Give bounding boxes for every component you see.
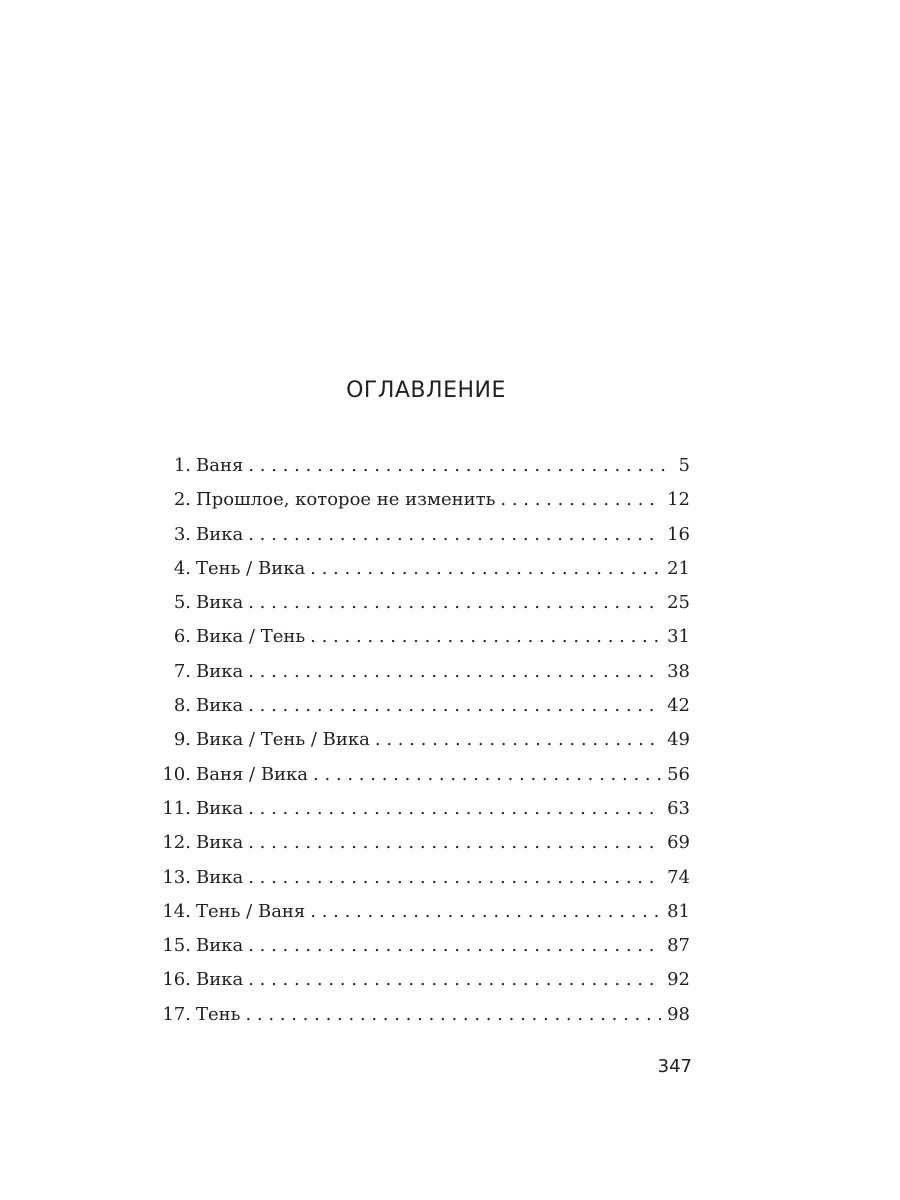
toc-entry-title: Тень / Вика bbox=[196, 557, 306, 579]
toc-entry-page: 31 bbox=[667, 626, 690, 648]
toc-entry-number: 16. bbox=[162, 969, 191, 991]
toc-entry bbox=[155, 558, 690, 592]
dot-leader bbox=[248, 969, 661, 990]
toc-entry-page: 25 bbox=[667, 592, 690, 614]
dot-leader bbox=[313, 764, 661, 785]
toc-entry-page: 69 bbox=[667, 832, 690, 854]
toc-entry-page: 21 bbox=[667, 557, 690, 579]
toc-entry-number: 8. bbox=[173, 695, 191, 717]
toc-entry-number: 9. bbox=[173, 729, 191, 751]
toc-entry-title: Вика bbox=[196, 695, 244, 717]
toc-entry-page: 87 bbox=[667, 935, 690, 957]
toc-entry-title: Вика bbox=[196, 832, 244, 854]
toc-entry bbox=[155, 592, 690, 626]
toc-entry-page: 98 bbox=[667, 1003, 690, 1025]
dot-leader bbox=[248, 524, 661, 545]
toc-entry bbox=[155, 695, 690, 729]
toc-entry bbox=[155, 489, 690, 523]
toc-entry-page: 16 bbox=[667, 523, 690, 545]
dot-leader bbox=[375, 729, 661, 750]
page-title: ОГЛАВЛЕНИЕ bbox=[346, 378, 506, 403]
toc-entry bbox=[155, 455, 690, 489]
toc-entry-title: Ваня / Вика bbox=[196, 763, 309, 785]
toc-entry-page: 12 bbox=[667, 489, 690, 511]
toc-entry-title: Вика bbox=[196, 969, 244, 991]
dot-leader bbox=[248, 867, 661, 888]
toc-entry bbox=[155, 832, 690, 866]
toc-entry bbox=[155, 626, 690, 660]
toc-entry bbox=[155, 935, 690, 969]
toc-entry bbox=[155, 764, 690, 798]
toc-entry bbox=[155, 867, 690, 901]
toc-entry-number: 3. bbox=[173, 523, 191, 545]
dot-leader bbox=[500, 489, 661, 510]
dot-leader bbox=[245, 1004, 661, 1025]
toc-entry-page: 81 bbox=[667, 900, 690, 922]
toc-entry-number: 13. bbox=[162, 866, 191, 888]
toc-entry bbox=[155, 524, 690, 558]
dot-leader bbox=[310, 626, 661, 647]
dot-leader bbox=[248, 695, 661, 716]
dot-leader bbox=[310, 558, 661, 579]
toc-entry-title: Вика bbox=[196, 592, 244, 614]
toc-entry-number: 7. bbox=[173, 660, 191, 682]
dot-leader bbox=[248, 455, 672, 476]
toc-entry-title: Вика bbox=[196, 797, 244, 819]
toc-entry-title: Вика bbox=[196, 660, 244, 682]
dot-leader bbox=[248, 832, 661, 853]
toc-entry-title: Вика / Тень / Вика bbox=[196, 729, 370, 751]
toc-entry bbox=[155, 901, 690, 935]
dot-leader bbox=[248, 798, 661, 819]
toc-entry-page: 92 bbox=[667, 969, 690, 991]
toc-entry-number: 10. bbox=[162, 763, 191, 785]
page-number: 347 bbox=[657, 1056, 692, 1077]
toc-entry-title: Тень bbox=[196, 1003, 241, 1025]
table-of-contents bbox=[155, 455, 690, 1038]
dot-leader bbox=[248, 661, 661, 682]
toc-entry-title: Вика bbox=[196, 523, 244, 545]
toc-entry-page: 5 bbox=[678, 455, 690, 476]
toc-entry-page: 63 bbox=[667, 797, 690, 819]
toc-entry-title: Вика bbox=[196, 866, 244, 888]
toc-entry-page: 38 bbox=[667, 660, 690, 682]
toc-entry bbox=[155, 661, 690, 695]
toc-entry-page: 49 bbox=[667, 729, 690, 751]
toc-entry bbox=[155, 729, 690, 763]
toc-entry-number: 14. bbox=[162, 900, 191, 922]
dot-leader bbox=[248, 935, 661, 956]
toc-entry-title: Тень / Ваня bbox=[196, 900, 306, 922]
toc-entry bbox=[155, 969, 690, 1003]
toc-entry-number: 11. bbox=[162, 797, 191, 819]
toc-entry bbox=[155, 1004, 690, 1038]
toc-entry-title: Вика / Тень bbox=[196, 626, 306, 648]
toc-entry-number: 6. bbox=[173, 626, 191, 648]
dot-leader bbox=[248, 592, 661, 613]
toc-entry-number: 2. bbox=[173, 489, 191, 511]
toc-entry-number: 5. bbox=[173, 592, 191, 614]
toc-entry-number: 12. bbox=[162, 832, 191, 854]
toc-entry-title: Прошлое, которое не изменить bbox=[196, 489, 496, 511]
toc-entry-title: Вика bbox=[196, 935, 244, 957]
dot-leader bbox=[310, 901, 661, 922]
toc-entry-number: 15. bbox=[162, 935, 191, 957]
toc-entry-page: 74 bbox=[667, 866, 690, 888]
toc-entry-number: 1. bbox=[173, 455, 191, 476]
toc-entry bbox=[155, 798, 690, 832]
toc-entry-page: 42 bbox=[667, 695, 690, 717]
toc-entry-page: 56 bbox=[667, 763, 690, 785]
toc-entry-number: 17. bbox=[162, 1003, 191, 1025]
toc-entry-title: Ваня bbox=[196, 455, 244, 476]
toc-entry-number: 4. bbox=[173, 557, 191, 579]
